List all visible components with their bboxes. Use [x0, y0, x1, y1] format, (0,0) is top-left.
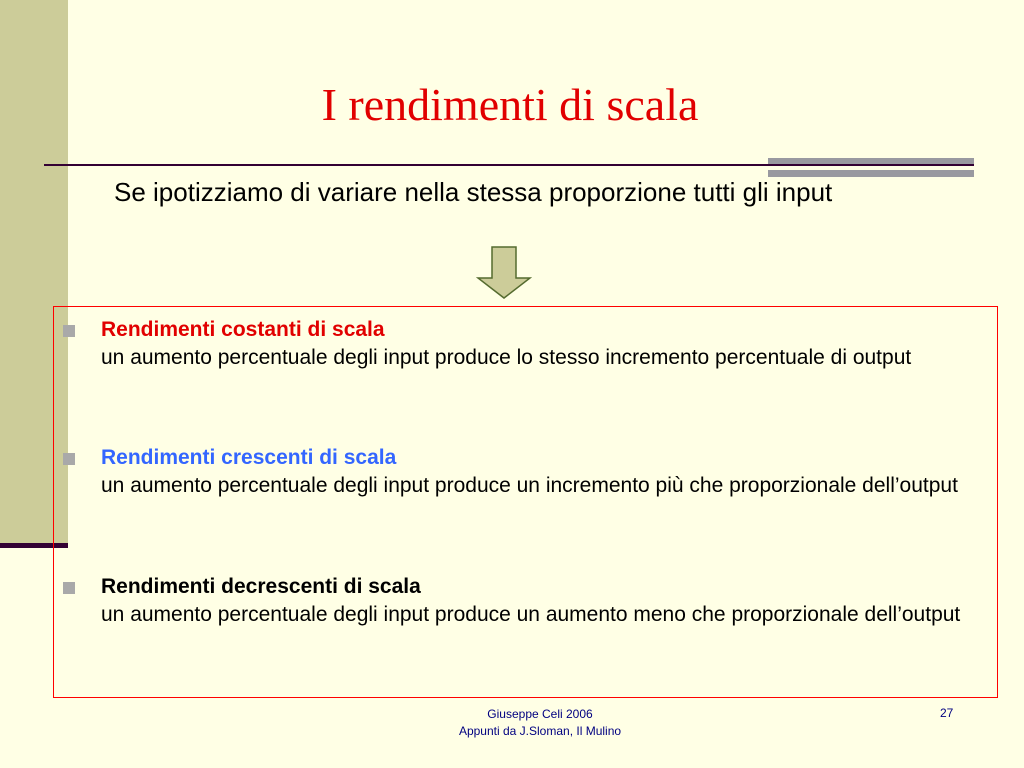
- bullet-square-icon: [63, 325, 75, 337]
- down-arrow-icon: [476, 246, 532, 300]
- footer-credits: [380, 706, 700, 740]
- title-rule: [44, 164, 974, 166]
- bullet-square-icon: [63, 453, 75, 465]
- list-item-increasing: [63, 444, 963, 501]
- list-item-decreasing: [63, 573, 963, 630]
- slide-title: I rendimenti di scala: [321, 79, 699, 130]
- item-heading: Rendimenti decrescenti di scala: [101, 575, 421, 598]
- item-body: un aumento percentuale degli input produce un aumento meno che proporzionale dell’output: [101, 603, 961, 627]
- bullet-square-icon: [63, 582, 75, 594]
- item-body: un aumento percentuale degli input produce un incremento più che proporzionale dell’output: [101, 474, 958, 498]
- item-heading: Rendimenti costanti di scala: [101, 318, 385, 341]
- item-body: un aumento percentuale degli input produce lo stesso incremento percentuale di output: [101, 346, 912, 370]
- footer-source: Appunti da J.Sloman, Il Mulino: [458, 723, 622, 738]
- intro-text: Se ipotizziamo di variare nella stessa proporzione tutti gli input: [114, 177, 833, 207]
- page-number: 27: [940, 706, 954, 720]
- footer-author: Giuseppe Celi 2006: [487, 707, 593, 721]
- list-item-constant: [63, 316, 963, 373]
- item-heading: Rendimenti crescenti di scala: [101, 446, 397, 469]
